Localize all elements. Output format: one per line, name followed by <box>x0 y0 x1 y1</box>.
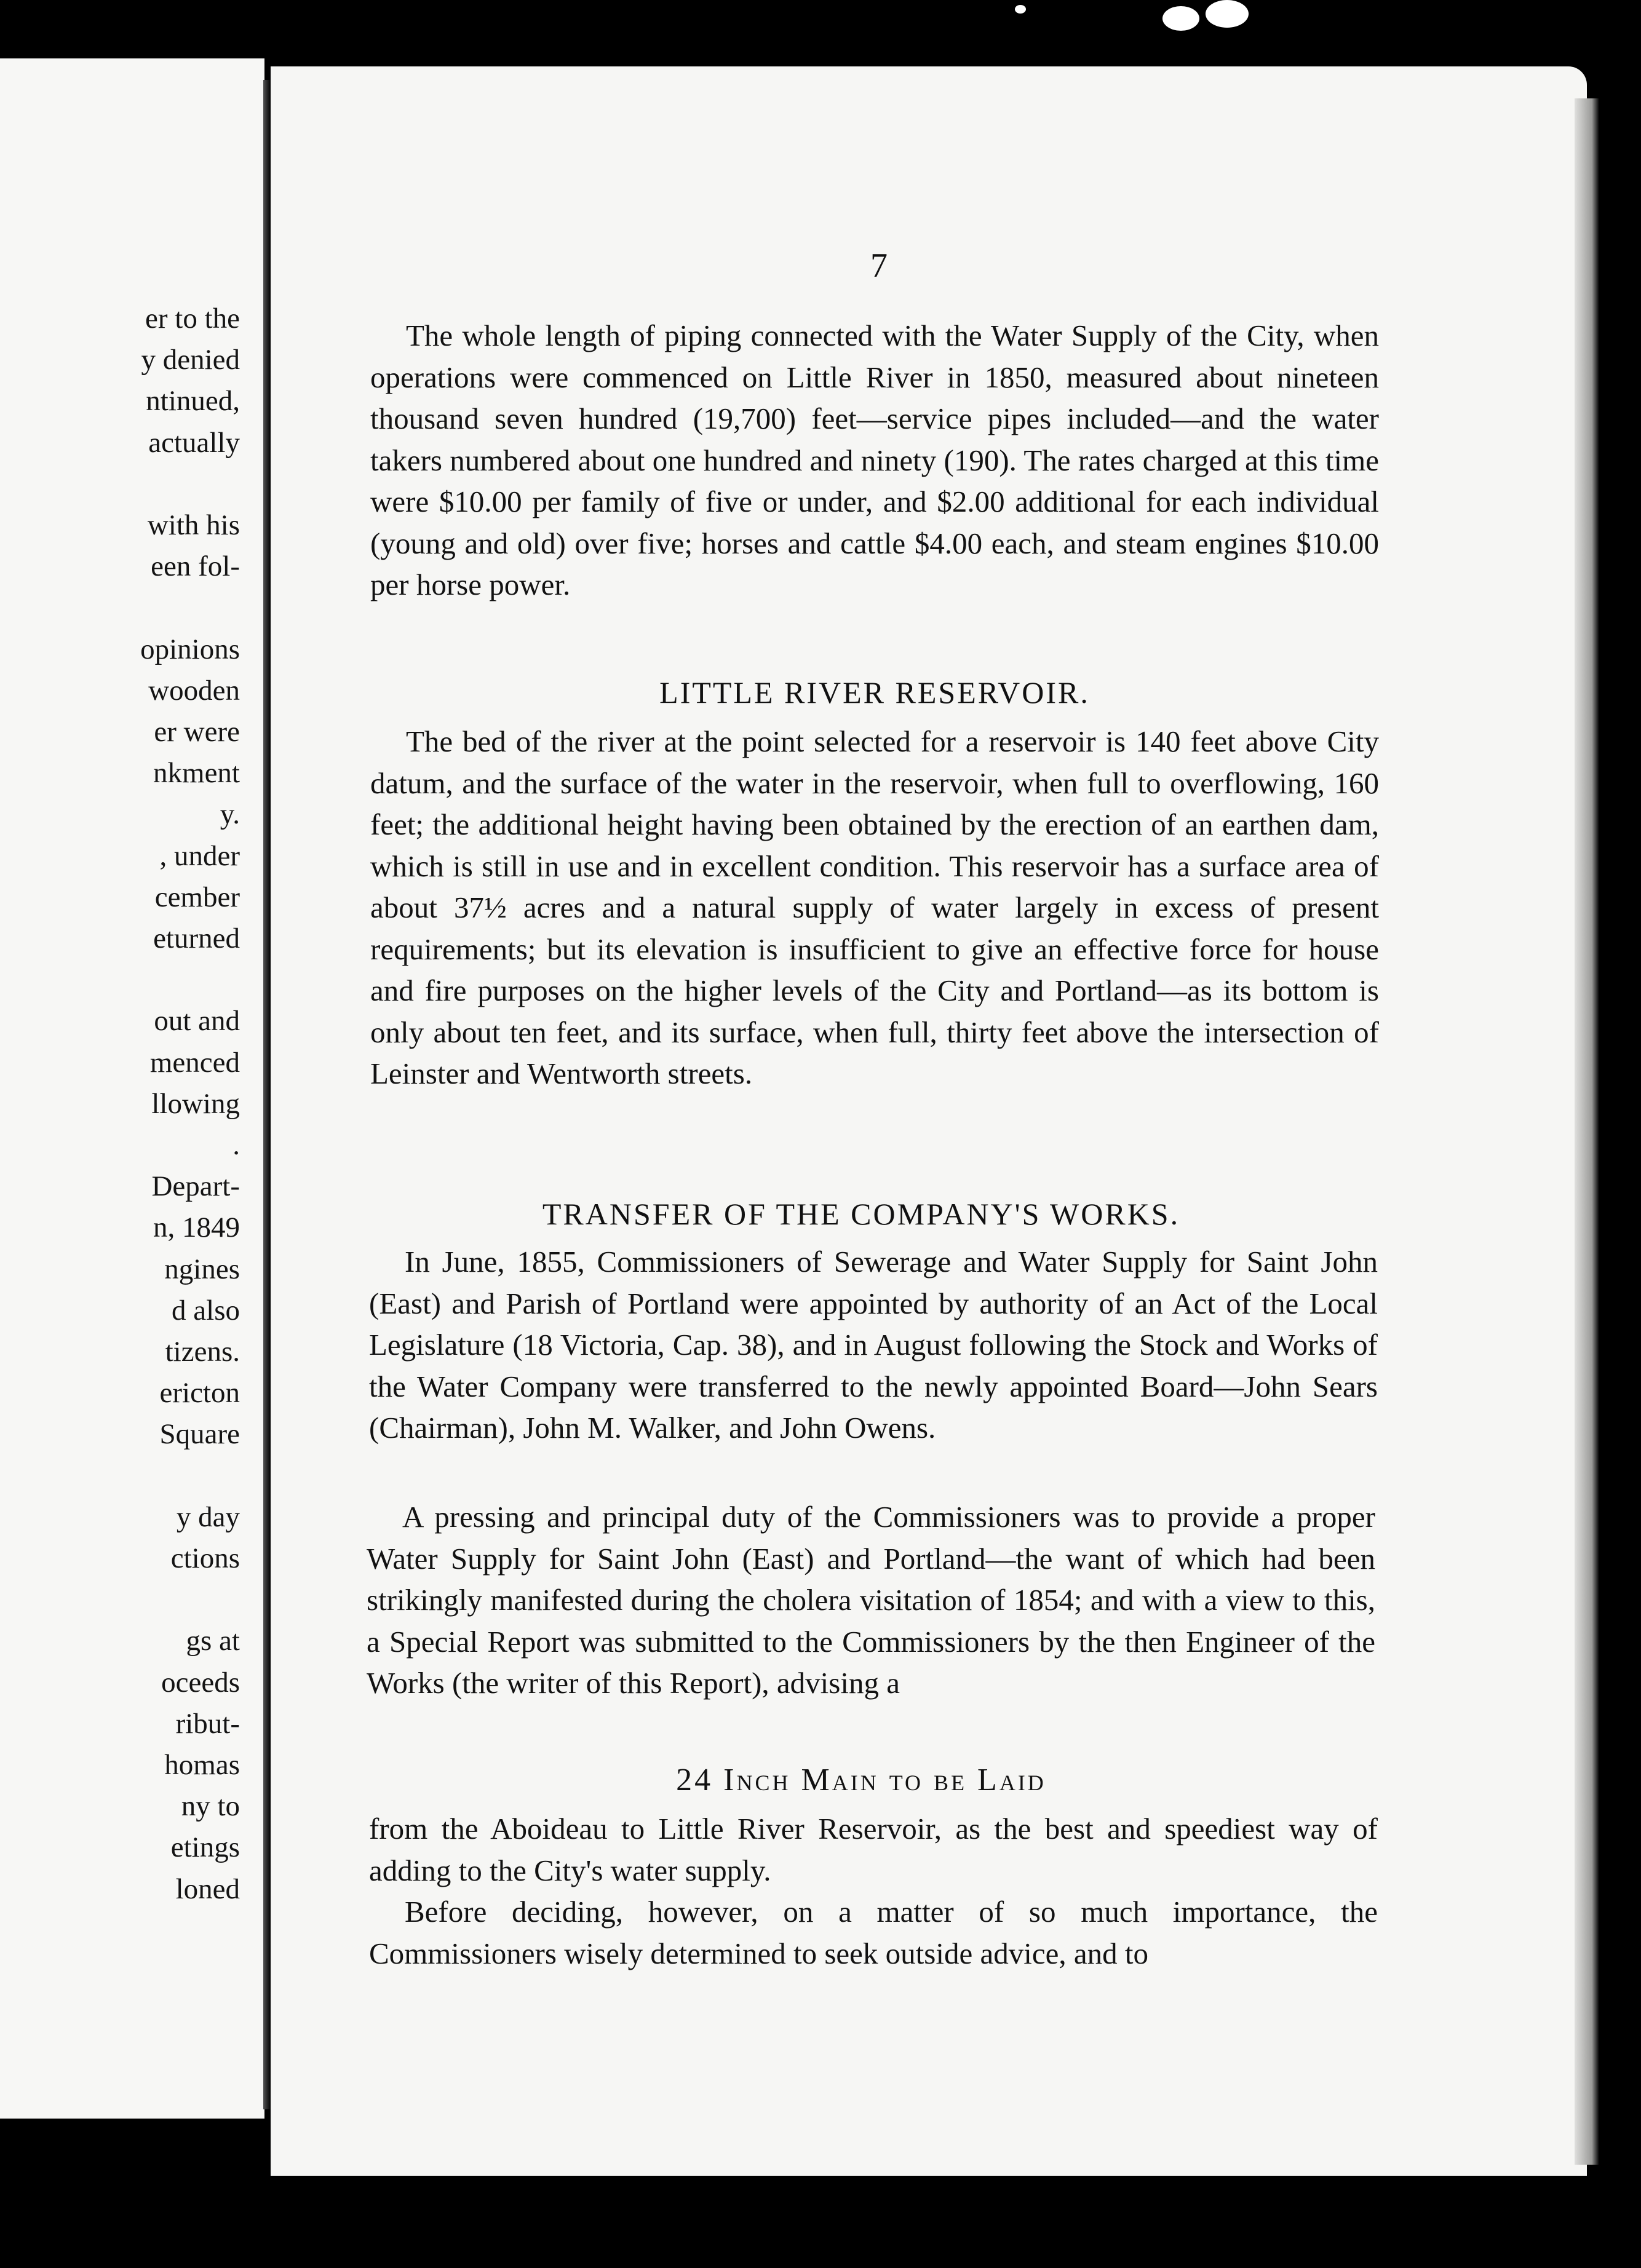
left-page-line: . <box>232 1129 240 1161</box>
left-page-line: eturned <box>153 922 240 954</box>
left-page-line: gs at <box>186 1625 240 1657</box>
heading-24-inch-main: 24 Inch Main to be Laid <box>676 1762 1046 1798</box>
paragraph-piping-length <box>370 315 1379 606</box>
left-page-line: wooden <box>148 674 240 707</box>
left-page-line: ntinued, <box>146 385 240 418</box>
paragraph-before-deciding <box>369 1891 1378 1974</box>
left-page-line: opinions <box>140 633 240 665</box>
left-page-line: cember <box>154 881 240 913</box>
left-page-line: ctions <box>170 1542 240 1574</box>
page-edge-shadow <box>1575 98 1599 2165</box>
paragraph-text: from the Aboideau to Little River Reservoir, as the best and speediest way of adding to the City's water supply. <box>369 1812 1378 1887</box>
left-page-line: y denied <box>141 344 240 376</box>
left-page-line: er to the <box>145 303 240 335</box>
left-page-line: etings <box>170 1831 240 1864</box>
left-page-line: out and <box>154 1005 240 1037</box>
paragraph-text: The whole length of piping connected with the Water Supply of the City, when operations were commenced on Little River in 1850, measured about nineteen thousand seven hundred (19,700) feet—service pipes included—and the water takers numbered about one hundred and ninety (190). The rates charged at this time were $10.00 per family of five or under, and $2.00 additional for each individual (young and old) over five; horses and cattle $4.00 each, and steam engines $10.00 per horse power. <box>370 319 1379 601</box>
paragraph-transfer <box>369 1241 1378 1449</box>
left-page-line: d also <box>172 1294 240 1326</box>
left-page-line: ericton <box>159 1377 240 1410</box>
left-page-line: ny to <box>181 1790 240 1823</box>
heading-transfer-of-works: TRANSFER OF THE COMPANY'S WORKS. <box>542 1197 1180 1231</box>
heading-little-river-reservoir: LITTLE RIVER RESERVOIR. <box>659 675 1090 710</box>
left-page-line: tizens. <box>165 1336 240 1368</box>
left-page-line: homas <box>164 1749 240 1781</box>
left-page-fragment <box>0 58 264 2119</box>
paragraph-reservoir <box>370 721 1379 1095</box>
scan-speck <box>1206 0 1249 28</box>
left-page-line: er were <box>154 716 240 748</box>
book-gutter <box>263 80 271 2109</box>
left-page-line: , under <box>159 839 240 872</box>
paragraph-aboideau <box>369 1808 1378 1891</box>
paragraph-commissioners-duty <box>367 1496 1375 1704</box>
left-page-line: oceeds <box>161 1666 240 1699</box>
left-page-line: llowing <box>151 1087 240 1120</box>
left-page-line: loned <box>175 1873 240 1905</box>
scan-speck <box>1162 6 1199 31</box>
left-page-line: een fol- <box>151 550 240 583</box>
left-page-line: menced <box>149 1046 240 1079</box>
left-page-line: ribut- <box>175 1707 240 1740</box>
left-page-line: y. <box>220 798 240 831</box>
left-page-line: y day <box>176 1501 240 1533</box>
paragraph-text: In June, 1855, Commissioners of Sewerage and Water Supply for Saint John (East) and Parish of Portland were appointed by authority of an Act of the Local Legislature (18 Victoria, Cap. 38), and in August following the Stock and Works of the Water Company were transferred to the newly appointed Board—John Sears (Chairman), John M. Walker, and John Owens. <box>369 1245 1378 1445</box>
left-page-line: n, 1849 <box>153 1211 240 1244</box>
left-page-line: Square <box>159 1418 240 1451</box>
paragraph-text: A pressing and principal duty of the Commissioners was to provide a proper Water Supply for Saint John (East) and Portland—the want of which had been strikingly manifested during the cholera visitation of 1854; and with a view to this, a Special Report was submitted to the Commissioners by the then Engineer of the Works (the writer of this Report), advising a <box>367 1500 1375 1700</box>
paragraph-text: Before deciding, however, on a matter of so much importance, the Commissioners wisely determined to seek outside advice, and to <box>369 1895 1378 1970</box>
page-number: 7 <box>870 247 888 285</box>
left-page-line: actually <box>148 426 240 459</box>
scan-speck <box>1015 5 1026 14</box>
left-page-line: nkment <box>153 757 240 790</box>
paragraph-text: The bed of the river at the point selected for a reservoir is 140 feet above City datum, and the surface of the water in the reservoir, when full to overflowing, 160 feet; the additional height having been obtained by the erection of an earthen dam, which is still in use and in excellent condition. This reservoir has a surface area of about 37½ acres and a natural supply of water largely in excess of present requirements; but its elevation is insufficient to give an effective force for house and fire purposes on the higher levels of the City and Portland—as its bottom is only about ten feet, and its surface, when full, thirty feet above the intersection of Leinster and Wentworth streets. <box>370 724 1379 1090</box>
left-page-line: Depart- <box>151 1170 240 1203</box>
left-page-line: ngines <box>164 1253 240 1285</box>
left-page-line: with his <box>147 509 240 541</box>
